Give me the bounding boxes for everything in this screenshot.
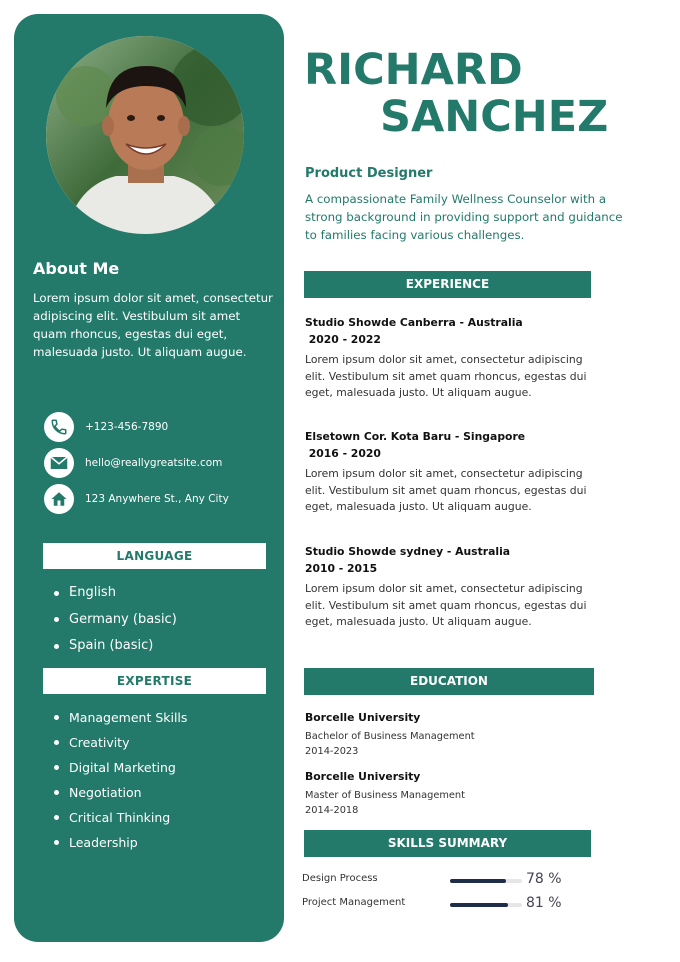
expertise-heading: EXPERTISE [43,668,266,694]
expertise-item: Negotiation [69,780,187,805]
job-company: Studio Showde Canberra - Australia [305,316,523,329]
edu-school: Borcelle University [305,711,421,724]
profile-photo [46,36,244,234]
skill-name: Project Management [302,897,406,908]
edu-school: Borcelle University [305,770,421,783]
expertise-item: Leadership [69,830,187,855]
address-text: 123 Anywhere St., Any City [85,493,229,505]
edu-degree: Master of Business Management [305,790,465,801]
skill-percent: 81 % [526,895,562,911]
skill-bar [450,879,522,883]
expertise-item: Critical Thinking [69,805,187,830]
job-description: Lorem ipsum dolor sit amet, consectetur adipiscing elit. Vestibulum sit amet quam rhoncus, egestas dui eget, malesuada justo. Ut aliquam augue. [305,582,587,628]
skill-row [302,871,592,889]
expertise-item: Creativity [69,730,187,755]
skill-bar [450,903,522,907]
mail-icon [44,448,74,478]
job-company: Elsetown Cor. Kota Baru - Singapore [305,430,526,443]
language-item: Spain (basic) [69,633,177,660]
language-heading: LANGUAGE [43,543,266,569]
experience-item [305,429,605,516]
job-dates: 2016 - 2020 [305,447,381,460]
experience-item [305,315,605,402]
contact-address [44,484,229,514]
job-title: Product Designer [305,166,433,181]
job-description: Lorem ipsum dolor sit amet, consectetur adipiscing elit. Vestibulum sit amet quam rhoncus, egestas dui eget, malesuada justo. Ut aliquam augue. [305,467,587,513]
phone-text: +123-456-7890 [85,421,169,433]
edu-degree: Bachelor of Business Management [305,731,475,742]
language-list [69,580,177,660]
skill-bar-fill [450,903,508,907]
profile-summary: A compassionate Family Wellness Counselor with a strong background in providing support and guidance to families facing various challenges. [305,192,623,242]
job-company: Studio Showde sydney - Australia [305,545,511,558]
expertise-item: Management Skills [69,705,187,730]
experience-item [305,544,605,631]
about-heading: About Me [33,259,120,278]
contact-phone [44,412,168,442]
education-item [305,769,585,818]
expertise-list [69,705,187,855]
expertise-item: Digital Marketing [69,755,187,780]
contact-email [44,448,222,478]
job-dates: 2020 - 2022 [305,333,381,346]
skill-percent: 78 % [526,871,562,887]
about-text: Lorem ipsum dolor sit amet, consectetur adipiscing elit. Vestibulum sit amet quam rhoncus, egestas dui eget, malesuada justo. Ut aliquam augue. [33,291,273,359]
experience-heading: EXPERIENCE [304,271,591,298]
education-item [305,710,585,759]
sidebar [14,14,284,942]
last-name: SANCHEZ [380,92,609,142]
skill-row [302,895,592,913]
skills-heading: SKILLS SUMMARY [304,830,591,857]
language-item: Germany (basic) [69,607,177,634]
job-dates: 2010 - 2015 [305,562,378,575]
education-heading: EDUCATION [304,668,594,695]
skill-name: Design Process [302,873,378,884]
job-description: Lorem ipsum dolor sit amet, consectetur adipiscing elit. Vestibulum sit amet quam rhoncus, egestas dui eget, malesuada justo. Ut aliquam augue. [305,353,587,399]
phone-icon [44,412,74,442]
first-name: RICHARD [304,45,523,95]
skill-bar-fill [450,879,506,883]
edu-years: 2014-2023 [305,746,359,757]
language-item: English [69,580,177,607]
home-icon [44,484,74,514]
edu-years: 2014-2018 [305,805,359,816]
email-text: hello@reallygreatsite.com [85,457,223,469]
